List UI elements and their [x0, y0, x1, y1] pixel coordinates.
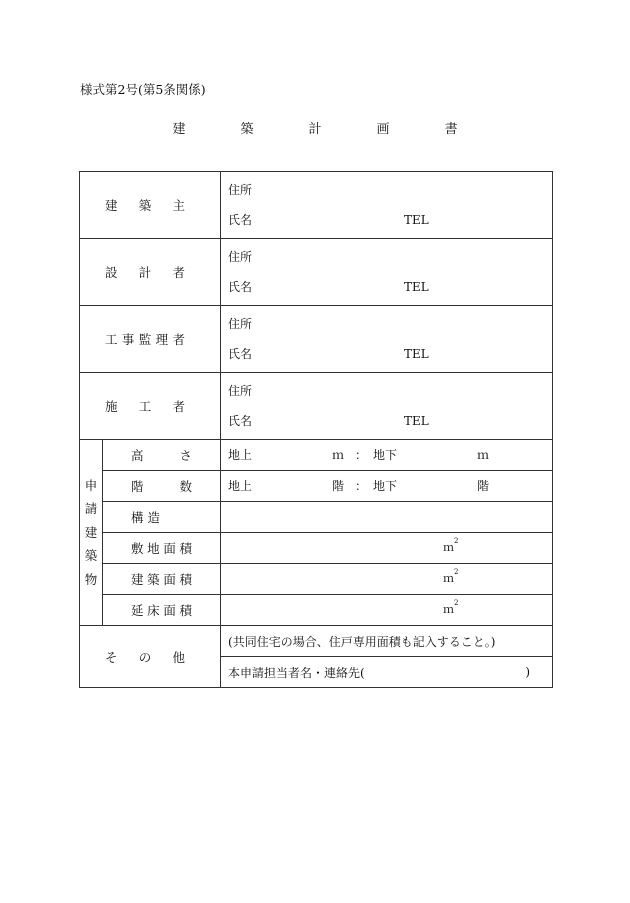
- structure-input[interactable]: [221, 502, 553, 533]
- square-meter-unit: ｍ$^2$: [443, 568, 459, 585]
- building-row-floors: [80, 471, 553, 502]
- building-plan-form: [79, 171, 553, 688]
- tel-label: TEL: [404, 280, 429, 294]
- other-row-note: [80, 626, 553, 657]
- height-input[interactable]: 地上 ｍ ： 地下 ｍ: [221, 440, 553, 471]
- floors-label: 階 数: [103, 471, 221, 502]
- square-meter-unit: ｍ$^2$: [443, 537, 459, 554]
- party-label-designer: 設 計 者: [80, 239, 221, 306]
- building-row-building-area: [80, 564, 553, 595]
- party-input-owner[interactable]: [221, 172, 553, 239]
- address-label: 住所: [228, 183, 253, 197]
- building-area-label: 建 築 面 積: [103, 564, 221, 595]
- shared-housing-note: (共同住宅の場合、住戸専用面積も記入すること。): [221, 626, 553, 657]
- party-input-designer[interactable]: [221, 239, 553, 306]
- party-input-contractor[interactable]: [221, 373, 553, 440]
- party-row-contractor: [80, 373, 553, 440]
- square-meter-unit: ｍ$^2$: [443, 599, 459, 616]
- name-label: 氏名: [228, 213, 253, 227]
- site-area-input[interactable]: [221, 533, 553, 564]
- party-row-owner: [80, 172, 553, 239]
- floor-area-input[interactable]: [221, 595, 553, 626]
- party-row-supervisor: [80, 306, 553, 373]
- contact-close-paren: ): [525, 665, 531, 679]
- building-row-floor-area: [80, 595, 553, 626]
- name-label: 氏名: [228, 347, 253, 361]
- contact-input[interactable]: [221, 657, 553, 688]
- contact-label: 本申請担当者名・連絡先(: [228, 665, 365, 680]
- party-row-designer: [80, 239, 553, 306]
- floors-input[interactable]: 地上 階 ： 地下 階: [221, 471, 553, 502]
- building-row-height: [80, 440, 553, 471]
- party-label-owner: 建 築 主: [80, 172, 221, 239]
- party-input-supervisor[interactable]: [221, 306, 553, 373]
- site-area-label: 敷 地 面 積: [103, 533, 221, 564]
- party-label-contractor: 施 工 者: [80, 373, 221, 440]
- building-row-structure: [80, 502, 553, 533]
- tel-label: TEL: [404, 213, 429, 227]
- address-label: 住所: [228, 250, 253, 264]
- address-label: 住所: [228, 317, 253, 331]
- party-label-supervisor: 工 事 監 理 者: [80, 306, 221, 373]
- document-title: 建 築 計 画 書: [172, 122, 479, 137]
- tel-label: TEL: [404, 347, 429, 361]
- building-vertical-label: 申 請 建 築 物: [80, 440, 103, 626]
- structure-label: 構 造: [103, 502, 221, 533]
- tel-label: TEL: [404, 414, 429, 428]
- name-label: 氏名: [228, 414, 253, 428]
- building-area-input[interactable]: [221, 564, 553, 595]
- other-label: そ の 他: [80, 626, 221, 688]
- building-row-site-area: [80, 533, 553, 564]
- height-label: 高 さ: [103, 440, 221, 471]
- form-number: 様式第2号(第5条関係): [80, 82, 206, 97]
- name-label: 氏名: [228, 280, 253, 294]
- address-label: 住所: [228, 384, 253, 398]
- floor-area-label: 延 床 面 積: [103, 595, 221, 626]
